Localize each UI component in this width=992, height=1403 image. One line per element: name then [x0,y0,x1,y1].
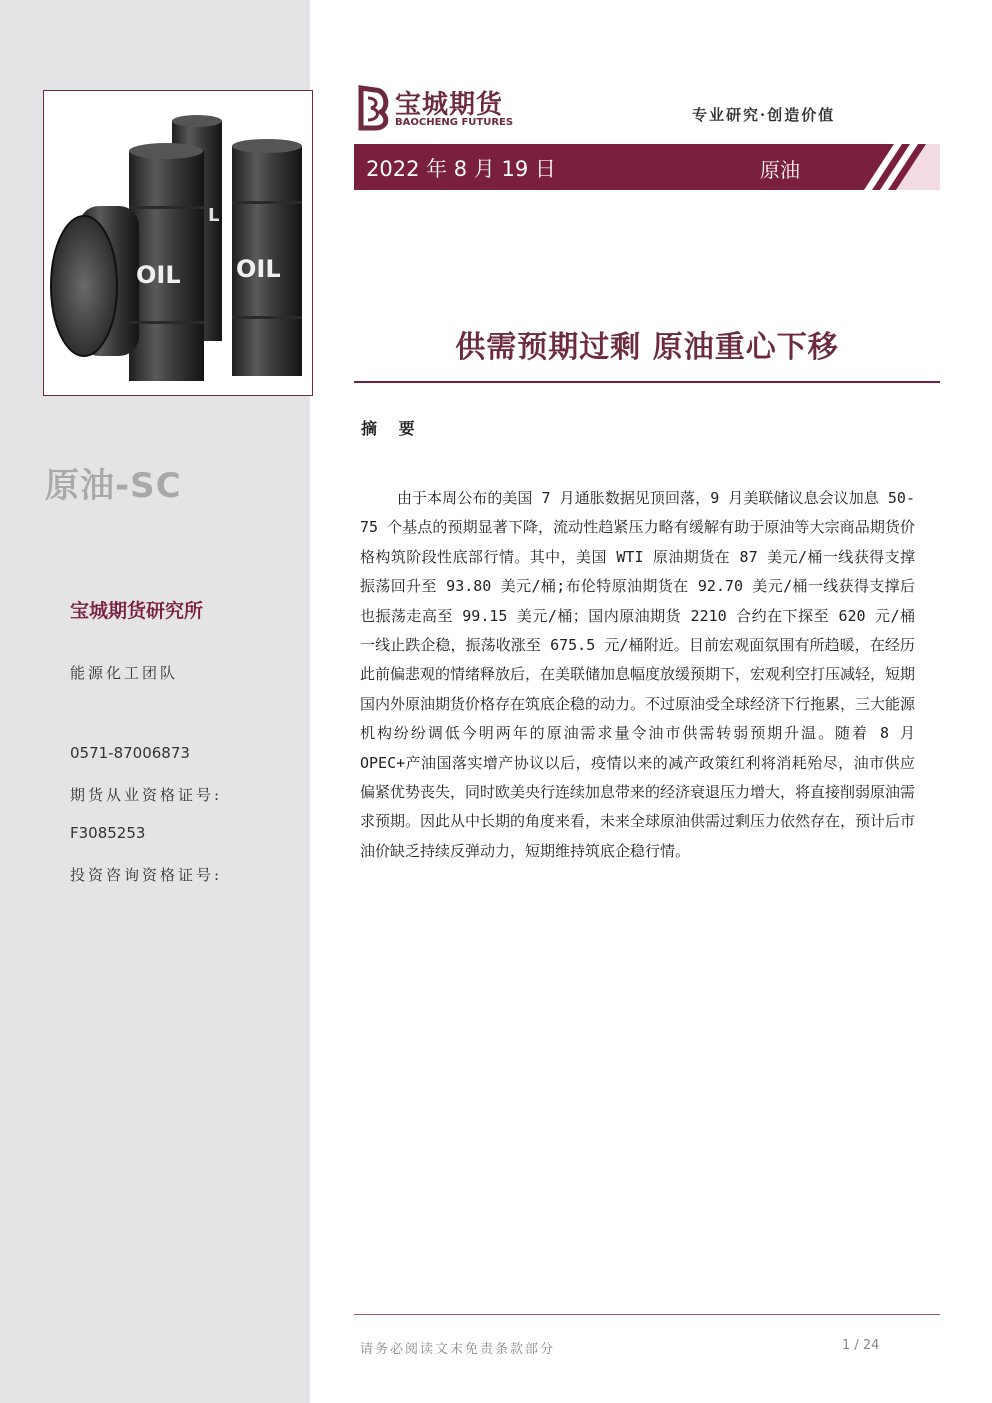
phone-number: 0571-87006873 [70,744,190,762]
abstract-text: 由于本周公布的美国 7 月通胀数据见顶回落，9 月美联储议息会议加息 50-75 个基点的预期显著下降，流动性趋紧压力略有缓解有助于原油等大宗商品期货价格构筑阶段性底部行情。其中，美国 WTI 原油期货在 87 美元/桶一线获得支撑振荡回升至 93.80 美元/桶;布伦特原油期货在 92.70 美元/桶一线获得支撑后也振荡走高至 99.15 美元/桶；国内原油期货 2210 合约在下探至 620 元/桶一线止跌企稳，振荡收涨至 675.5 元/桶附近。目前宏观面氛围有所趋暖，在经历此前偏悲观的情绪释放后，在美联储加息幅度放缓预期下，宏观利空打压减轻，短期国内外原油期货价格存在筑底企稳的动力。不过原油受全球经济下行拖累，三大能源机构纷纷调低今明两年的原油需求量令油市供需转弱预期升温。随着 8 月 OPEC+产油国落实增产协议以后，疫情以来的减产政策红利将消耗殆尽，油市供应偏紧优势丧失，同时欧美央行连续加息带来的经济衰退压力增大，将直接削弱原油需求预期。因此从中长期的角度来看，未来全球原油供需过剩压力依然存在，预计后市油价缺乏持续反弹动力，短期维持筑底企稳行情。 [360,489,916,860]
report-title: 供需预期过剩 原油重心下移 [455,330,839,365]
oil-barrels-photo [43,90,313,396]
institute-name: 宝城期货研究所 [70,600,204,622]
date-banner [354,144,940,190]
futures-license-label: 期货从业资格证号: [70,786,223,804]
footer-divider [354,1314,940,1315]
company-logo [355,84,520,134]
report-date: 2022 年 8 月 19 日 [366,157,556,181]
abstract-heading: 摘 要 [361,419,423,438]
logo-mark-icon [355,84,393,132]
logo-english-name: BAOCHENG FUTURES [395,117,514,128]
logo-chinese-name: 宝城期货 [395,90,504,120]
barrel-text-1: OIL [136,261,181,289]
barrel-text-2: OIL [236,255,281,283]
team-name: 能源化工团队 [70,664,179,682]
report-category: 原油 [760,158,800,182]
product-label: 原油-SC [45,466,182,506]
page-number: 1 / 24 [842,1338,880,1353]
title-divider [354,381,940,383]
advisory-license-label: 投资咨询资格证号: [70,866,223,884]
sidebar [0,0,310,1403]
barrel-text-3: L [208,205,220,226]
disclaimer-note: 请务必阅读文末免责条款部分 [360,1342,556,1357]
slogan: 专业研究·创造价值 [692,106,836,124]
futures-license-number: F3085253 [70,824,146,842]
